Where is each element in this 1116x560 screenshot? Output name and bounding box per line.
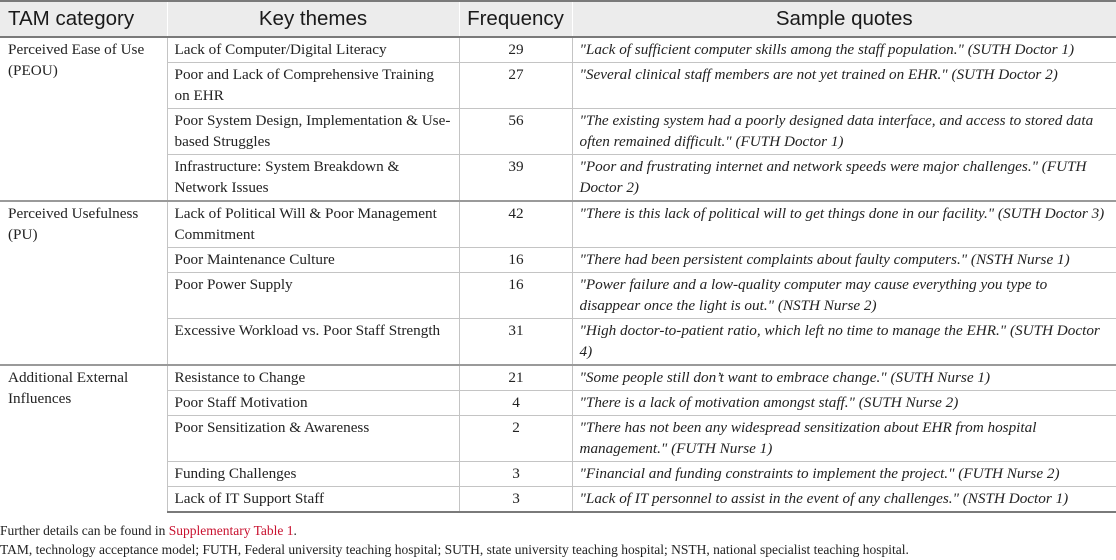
- frequency-cell: 56: [459, 109, 572, 155]
- key-theme-cell: Lack of Computer/Digital Literacy: [167, 37, 459, 63]
- key-theme-cell: Funding Challenges: [167, 462, 459, 487]
- sample-quote-cell: "Financial and funding constraints to implement the project." (FUTH Nurse 2): [572, 462, 1116, 487]
- table-row: [0, 319, 1116, 366]
- key-theme-cell: Poor and Lack of Comprehensive Training on EHR: [167, 63, 459, 109]
- header-row: [0, 1, 1116, 37]
- table-row: [0, 248, 1116, 273]
- key-theme-cell: Poor Sensitization & Awareness: [167, 416, 459, 462]
- table-body: [0, 37, 1116, 512]
- header-sample-quotes: Sample quotes: [572, 1, 1116, 37]
- table-row: [0, 155, 1116, 202]
- key-theme-cell: Poor Staff Motivation: [167, 391, 459, 416]
- tam-category-cell: Additional External Influences: [0, 365, 167, 512]
- frequency-cell: 16: [459, 273, 572, 319]
- header-key-themes: Key themes: [167, 1, 459, 37]
- key-theme-cell: Poor Power Supply: [167, 273, 459, 319]
- sample-quote-cell: "There is a lack of motivation amongst staff." (SUTH Nurse 2): [572, 391, 1116, 416]
- table-row: [0, 416, 1116, 462]
- key-theme-cell: Lack of Political Will & Poor Management Commitment: [167, 201, 459, 248]
- frequency-cell: 3: [459, 487, 572, 513]
- header-tam-category: TAM category: [0, 1, 167, 37]
- table-row: [0, 487, 1116, 513]
- key-theme-cell: Poor System Design, Implementation & Use-based Struggles: [167, 109, 459, 155]
- key-theme-cell: Lack of IT Support Staff: [167, 487, 459, 513]
- table-footnotes: [0, 521, 1116, 559]
- key-theme-cell: Resistance to Change: [167, 365, 459, 391]
- sample-quote-cell: "Lack of sufficient computer skills among the staff population." (SUTH Doctor 1): [572, 37, 1116, 63]
- sample-quote-cell: "Poor and frustrating internet and network speeds were major challenges." (FUTH Doctor 2): [572, 155, 1116, 202]
- sample-quote-cell: "Some people still don’t want to embrace change." (SUTH Nurse 1): [572, 365, 1116, 391]
- frequency-cell: 21: [459, 365, 572, 391]
- frequency-cell: 42: [459, 201, 572, 248]
- table-row: [0, 37, 1116, 63]
- key-theme-cell: Excessive Workload vs. Poor Staff Strength: [167, 319, 459, 366]
- sample-quote-cell: "Power failure and a low-quality computer may cause everything you type to disappear once the light is out." (NSTH Nurse 2): [572, 273, 1116, 319]
- footnote-supplementary: [0, 521, 1116, 540]
- frequency-cell: 31: [459, 319, 572, 366]
- table-row: [0, 201, 1116, 248]
- sample-quote-cell: "There has not been any widespread sensitization about EHR from hospital management." (FUTH Nurse 1): [572, 416, 1116, 462]
- frequency-cell: 4: [459, 391, 572, 416]
- footnote-abbreviations: TAM, technology acceptance model; FUTH, Federal university teaching hospital; SUTH, state university teaching hospital; NSTH, national specialist teaching hospital.: [0, 542, 909, 557]
- table-row: [0, 109, 1116, 155]
- table-row: [0, 273, 1116, 319]
- sample-quote-cell: "The existing system had a poorly designed data interface, and access to stored data often remained difficult." (FUTH Doctor 1): [572, 109, 1116, 155]
- footnote-suffix: .: [293, 523, 297, 538]
- frequency-cell: 16: [459, 248, 572, 273]
- tam-category-cell: Perceived Usefulness (PU): [0, 201, 167, 365]
- key-theme-cell: Poor Maintenance Culture: [167, 248, 459, 273]
- sample-quote-cell: "There had been persistent complaints about faulty computers." (NSTH Nurse 1): [572, 248, 1116, 273]
- key-theme-cell: Infrastructure: System Breakdown & Network Issues: [167, 155, 459, 202]
- frequency-cell: 39: [459, 155, 572, 202]
- sample-quote-cell: "Lack of IT personnel to assist in the event of any challenges." (NSTH Doctor 1): [572, 487, 1116, 513]
- tam-category-cell: Perceived Ease of Use (PEOU): [0, 37, 167, 201]
- sample-quote-cell: "High doctor-to-patient ratio, which left no time to manage the EHR." (SUTH Doctor 4): [572, 319, 1116, 366]
- sample-quote-cell: "There is this lack of political will to get things done in our facility." (SUTH Doctor 3): [572, 201, 1116, 248]
- table-row: [0, 462, 1116, 487]
- frequency-cell: 29: [459, 37, 572, 63]
- frequency-cell: 2: [459, 416, 572, 462]
- frequency-cell: 27: [459, 63, 572, 109]
- supplementary-table-link[interactable]: Supplementary Table 1: [168, 523, 294, 538]
- footnote-prefix: Further details can be found in: [0, 523, 169, 538]
- sample-quote-cell: "Several clinical staff members are not yet trained on EHR." (SUTH Doctor 2): [572, 63, 1116, 109]
- frequency-cell: 3: [459, 462, 572, 487]
- table-row: [0, 63, 1116, 109]
- header-frequency: Frequency: [459, 1, 572, 37]
- table-row: [0, 391, 1116, 416]
- table-row: [0, 365, 1116, 391]
